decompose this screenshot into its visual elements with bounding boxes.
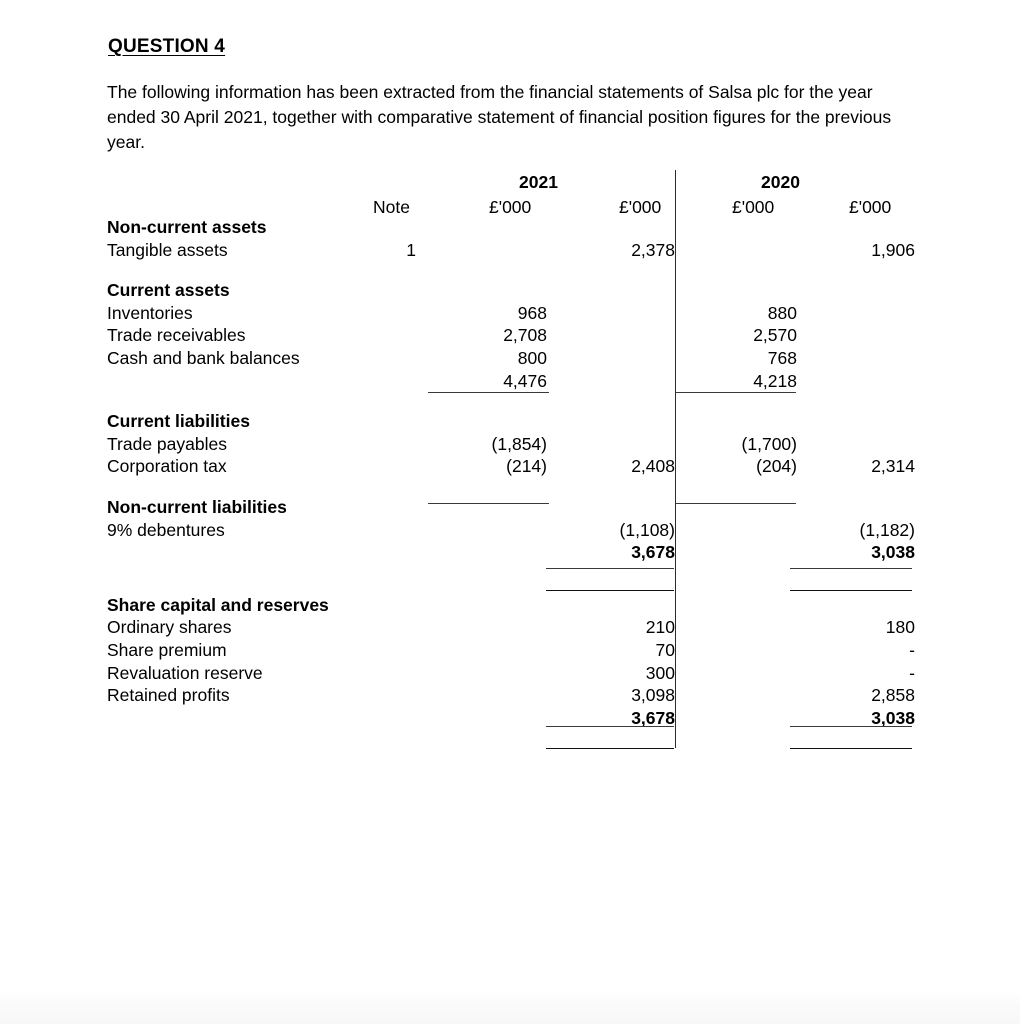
note-column-header: Note — [373, 197, 410, 217]
row-label-share-premium: Share premium — [107, 639, 227, 660]
value-debentures-2021: (1,108) — [619, 519, 675, 540]
rule-current-assets-2021 — [428, 392, 549, 393]
value-debentures-2020: (1,182) — [859, 519, 915, 540]
rule-below-total-equity-2021 — [546, 748, 674, 749]
section-heading-share-capital: Share capital and reserves — [107, 594, 329, 615]
value-total-equity-2021: 3,678 — [631, 707, 675, 728]
rule-below-total-equity-2020 — [790, 748, 912, 749]
note-ref-tangible-assets: 1 — [406, 239, 416, 260]
unit-header-2020-inner: £'000 — [732, 197, 775, 217]
rule-current-liabilities-2020 — [676, 503, 796, 504]
header-spacer-row-2 — [107, 186, 917, 204]
row-label-trade-receivables: Trade receivables — [107, 325, 246, 346]
unit-header-2021-outer: £'000 — [619, 197, 662, 217]
gap-row-before-equity — [107, 564, 917, 582]
value-cash-and-bank-2021: 800 — [517, 347, 547, 368]
row-label-revaluation-reserve: Revaluation reserve — [107, 662, 263, 683]
year-header-2021: 2021 — [519, 172, 558, 192]
header-spacer-row — [107, 168, 917, 186]
value-revaluation-reserve-2020: - — [909, 662, 915, 683]
unit-header-2021-inner: £'000 — [489, 197, 532, 217]
table-row-current-assets-total — [107, 370, 917, 393]
table-row-net-assets — [107, 541, 917, 564]
value-total-equity-2020: 3,038 — [871, 707, 915, 728]
value-net-assets-2020: 3,038 — [871, 542, 915, 563]
rule-above-net-assets-2021 — [546, 568, 674, 569]
page-title: QUESTION 4 — [108, 36, 226, 57]
table-row-retained-profits — [107, 684, 917, 707]
gap-row-before-ca — [107, 261, 917, 279]
row-label-tangible-assets: Tangible assets — [107, 239, 228, 260]
table-row-current-assets-heading — [107, 279, 917, 302]
value-trade-receivables-2020: 2,570 — [753, 325, 797, 346]
gap-row-before-ncl — [107, 478, 917, 496]
table-row-current-liabilities-heading — [107, 410, 917, 433]
value-retained-profits-2021: 3,098 — [631, 685, 675, 706]
section-heading-non-current-assets: Non-current assets — [107, 217, 267, 237]
value-tangible-assets-2021: 2,378 — [631, 239, 675, 260]
table-row-trade-receivables — [107, 324, 917, 347]
table-row-corporation-tax — [107, 455, 917, 478]
value-net-current-assets-2021: 2,408 — [631, 456, 675, 477]
row-label-debentures: 9% debentures — [107, 519, 225, 540]
value-corporation-tax-2020: (204) — [756, 456, 797, 477]
value-trade-payables-2020: (1,700) — [741, 433, 797, 454]
value-tangible-assets-2020: 1,906 — [871, 239, 915, 260]
rule-above-total-equity-2020 — [790, 726, 912, 727]
intro-paragraph: The following information has been extracted from the financial statements of Salsa plc for the year ended 30 April 2021, together with comparative statement of financial position figures for the previous year. — [107, 82, 892, 152]
value-ordinary-shares-2021: 210 — [645, 617, 675, 638]
value-current-assets-total-2020: 4,218 — [753, 370, 797, 391]
value-trade-receivables-2021: 2,708 — [503, 325, 547, 346]
row-label-corporation-tax: Corporation tax — [107, 456, 227, 477]
rule-current-assets-2020 — [676, 392, 796, 393]
value-net-assets-2021: 3,678 — [631, 542, 675, 563]
gap-row-before-cl — [107, 392, 917, 410]
table-row-inventories — [107, 302, 917, 325]
value-ordinary-shares-2020: 180 — [885, 617, 915, 638]
page-bottom-band — [0, 990, 1020, 1024]
row-label-ordinary-shares: Ordinary shares — [107, 617, 232, 638]
table-row-share-premium — [107, 639, 917, 662]
financial-position-table — [107, 168, 917, 729]
row-label-retained-profits: Retained profits — [107, 685, 230, 706]
value-share-premium-2020: - — [909, 639, 915, 660]
table-row-debentures — [107, 519, 917, 542]
rule-below-net-assets-2020 — [790, 590, 912, 591]
value-trade-payables-2021: (1,854) — [491, 433, 547, 454]
table-row-share-capital-heading — [107, 594, 917, 617]
section-heading-non-current-liabilities: Non-current liabilities — [107, 496, 287, 517]
value-inventories-2020: 880 — [767, 302, 797, 323]
rule-above-net-assets-2020 — [790, 568, 912, 569]
year-header-2020: 2020 — [761, 172, 800, 192]
section-heading-current-assets: Current assets — [107, 280, 230, 301]
table-row-ordinary-shares — [107, 616, 917, 639]
table-row-trade-payables — [107, 433, 917, 456]
rule-below-net-assets-2021 — [546, 590, 674, 591]
table-row-non-current-assets-heading — [107, 216, 917, 239]
row-label-trade-payables: Trade payables — [107, 433, 227, 454]
table-row-tangible-assets — [107, 239, 917, 262]
gap-row-before-nca — [107, 204, 917, 216]
value-net-current-assets-2020: 2,314 — [871, 456, 915, 477]
value-share-premium-2021: 70 — [655, 639, 675, 660]
gap-row-before-equity-2 — [107, 582, 917, 594]
table-row-revaluation-reserve — [107, 662, 917, 685]
row-label-inventories: Inventories — [107, 302, 193, 323]
rule-current-liabilities-2021 — [428, 503, 549, 504]
table-row-non-current-liabilities-heading — [107, 496, 917, 519]
rule-above-total-equity-2021 — [546, 726, 674, 727]
table-row-cash-and-bank — [107, 347, 917, 370]
section-heading-current-liabilities: Current liabilities — [107, 411, 250, 432]
row-label-cash-and-bank: Cash and bank balances — [107, 347, 300, 368]
value-current-assets-total-2021: 4,476 — [503, 370, 547, 391]
unit-header-2020-outer: £'000 — [849, 197, 892, 217]
value-inventories-2021: 968 — [517, 302, 547, 323]
value-revaluation-reserve-2021: 300 — [645, 662, 675, 683]
value-cash-and-bank-2020: 768 — [767, 347, 797, 368]
value-retained-profits-2020: 2,858 — [871, 685, 915, 706]
value-corporation-tax-2021: (214) — [506, 456, 547, 477]
